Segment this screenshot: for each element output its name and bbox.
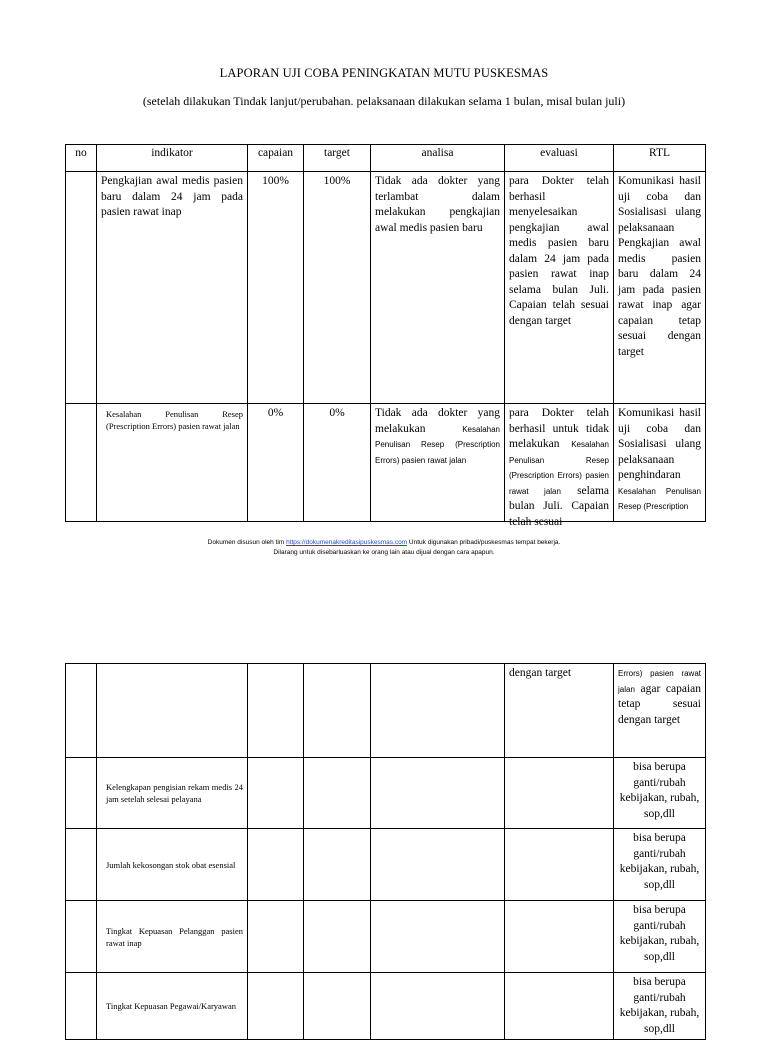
table-row	[66, 973, 706, 1040]
table-row	[66, 404, 706, 522]
cell-evaluasi	[505, 973, 614, 1040]
cell-analisa	[371, 758, 505, 829]
cell-rtl	[614, 664, 706, 758]
cell-analisa: Tidak ada dokter yang terlambat dalam melakukan pengkajian awal medis pasien baru	[371, 172, 505, 404]
cell-no	[66, 664, 97, 758]
table-header-row	[66, 145, 706, 172]
cell-target	[304, 664, 371, 758]
report-table-continued	[65, 663, 706, 1040]
footer-line2: Dilarang untuk disebarluaskan ke orang lain atau dijual dengan cara apapun.	[273, 549, 495, 556]
header-capaian: capaian	[248, 145, 304, 172]
cell-evaluasi	[505, 901, 614, 973]
document-footer	[0, 538, 768, 558]
cell-rtl: bisa berupa ganti/rubah kebijakan, rubah, sop,dll	[614, 829, 706, 901]
table-row-continued	[66, 664, 706, 758]
cell-target	[304, 901, 371, 973]
header-analisa: analisa	[371, 145, 505, 172]
cell-rtl: Komunikasi hasil uji coba dan Sosialisasi ulang pelaksanaan Pengkajian awal medis pasien baru dalam 24 jam pada pasien rawat inap agar capaian tetap sesuai dengan target	[614, 172, 706, 404]
cell-capaian	[248, 973, 304, 1040]
table-row	[66, 758, 706, 829]
cell-capaian	[248, 829, 304, 901]
cell-no	[66, 973, 97, 1040]
cell-evaluasi: dengan target	[505, 664, 614, 758]
cell-evaluasi	[505, 758, 614, 829]
cell-indikator: Pengkajian awal medis pasien baru dalam 24 jam pada pasien rawat inap	[97, 172, 248, 404]
analisa-text-small: Kesalahan Penulisan Resep (Prescription Errors) pasien rawat jalan	[375, 424, 500, 465]
cell-indikator: Tingkat Kepuasan Pelanggan pasien rawat inap	[97, 901, 248, 973]
cell-evaluasi	[505, 404, 614, 528]
cell-indikator	[97, 664, 248, 758]
table-row	[66, 901, 706, 973]
cell-target	[304, 758, 371, 829]
cell-target	[304, 829, 371, 901]
rtl-text-small: Kesalahan Penulisan Resep (Prescription	[618, 486, 701, 511]
cell-rtl	[614, 404, 706, 522]
header-evaluasi: evaluasi	[505, 145, 614, 172]
evaluasi-text-end: selama bulan Juli. Capaian telah sesuai	[509, 484, 609, 528]
cell-capaian: 100%	[248, 172, 304, 404]
header-rtl: RTL	[614, 145, 706, 172]
footer-post: Untuk digunakan pribadi/puskesmas tempat bekerja.	[408, 539, 561, 546]
report-table	[65, 144, 706, 528]
footer-link[interactable]: https://dokumenakreditasipuskesmas.com	[286, 539, 408, 546]
rtl-text: Komunikasi hasil uji coba dan Sosialisasi ulang pelaksanaan penghindaran	[618, 407, 701, 481]
evaluasi-text-small: Kesalahan Penulisan Resep (Prescription Errors) pasien rawat jalan	[509, 440, 609, 496]
cell-indikator: Kelengkapan pengisian rekam medis 24 jam setelah selesai pelayana	[97, 758, 248, 829]
cell-target: 100%	[304, 172, 371, 404]
cell-target: 0%	[304, 404, 371, 522]
cell-no	[66, 901, 97, 973]
cell-capaian	[248, 758, 304, 829]
cell-analisa	[371, 664, 505, 758]
cell-target	[304, 973, 371, 1040]
cell-analisa	[371, 404, 505, 522]
header-indikator: indikator	[97, 145, 248, 172]
cell-indikator: Tingkat Kepuasan Pegawai/Karyawan	[97, 973, 248, 1040]
cell-no	[66, 829, 97, 901]
cell-no	[66, 404, 97, 522]
rtl-text-small: Errors) pasien rawat jalan	[618, 669, 701, 694]
cell-capaian	[248, 664, 304, 758]
cell-capaian	[248, 901, 304, 973]
header-no: no	[66, 145, 97, 172]
page-subtitle: (setelah dilakukan Tindak lanjut/perubahan. pelaksanaan dilakukan selama 1 bulan, misal bulan juli)	[142, 94, 626, 108]
cell-evaluasi	[505, 829, 614, 901]
cell-rtl: bisa berupa ganti/rubah kebijakan, rubah, sop,dll	[614, 973, 706, 1040]
header-target: target	[304, 145, 371, 172]
page-title: LAPORAN UJI COBA PENINGKATAN MUTU PUSKESMAS	[219, 66, 549, 80]
cell-rtl: bisa berupa ganti/rubah kebijakan, rubah, sop,dll	[614, 758, 706, 829]
rtl-text: agar capaian tetap sesuai dengan target	[618, 682, 701, 726]
cell-evaluasi: para Dokter telah berhasil menyelesaikan pengkajian awal medis pasien baru dalam 24 jam pada pasien rawat inap selama bulan Juli. Capaian telah sesuai dengan target	[505, 172, 614, 404]
cell-capaian: 0%	[248, 404, 304, 522]
cell-rtl: bisa berupa ganti/rubah kebijakan, rubah, sop,dll	[614, 901, 706, 973]
cell-analisa	[371, 973, 505, 1040]
cell-analisa	[371, 829, 505, 901]
cell-no	[66, 758, 97, 829]
analisa-text: Tidak ada dokter yang melakukan	[375, 407, 500, 435]
evaluasi-text: para Dokter telah berhasil untuk tidak melakukan	[509, 407, 609, 450]
footer-pre: Dokumen disusun oleh tim	[207, 539, 285, 546]
table-row	[66, 172, 706, 404]
cell-no	[66, 172, 97, 404]
cell-indikator: Jumlah kekosongan stok obat esensial	[97, 829, 248, 901]
cell-analisa	[371, 901, 505, 973]
table-row	[66, 829, 706, 901]
cell-indikator: Kesalahan Penulisan Resep (Prescription Errors) pasien rawat jalan	[97, 404, 248, 522]
